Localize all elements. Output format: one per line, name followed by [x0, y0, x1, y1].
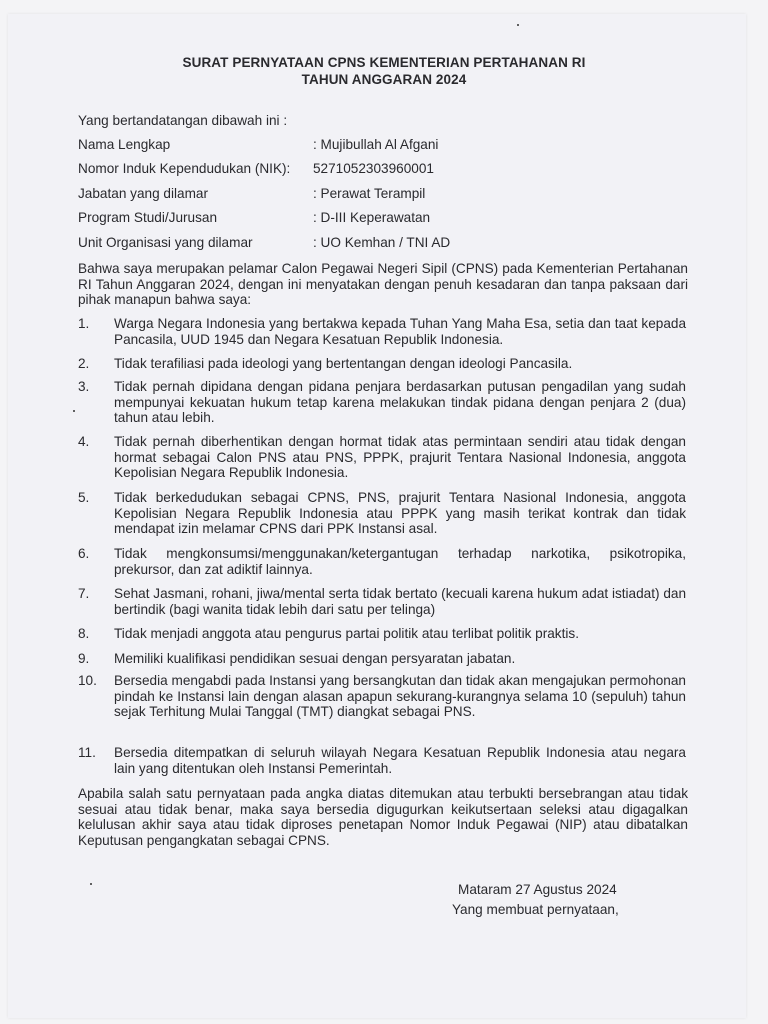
field-value-position: : Perawat Terampil [313, 186, 426, 201]
list-item-number: 1. [78, 316, 90, 331]
list-item-number: 11. [78, 745, 96, 760]
list-item-text: Warga Negara Indonesia yang bertakwa kepada Tuhan Yang Maha Esa, setia dan taat kepada Pancasila, UUD 1945 dan Negara Kesatuan Republik Indonesia. [114, 316, 686, 347]
field-label-position: Jabatan yang dilamar [78, 186, 208, 201]
list-item-text: Tidak pernah diberhentikan dengan hormat tidak atas permintaan sendiri atau tidak dengan hormat sebagai Calon PNS atau PNS, PPPK, prajurit Tentara Nasional Indonesia, anggota Kepolisian Negara Republik Indonesia. [114, 434, 686, 480]
list-item-number: 7. [78, 586, 90, 601]
field-label-name: Nama Lengkap [78, 137, 171, 152]
list-item-text: Bersedia mengabdi pada Instansi yang bersangkutan dan tidak akan mengajukan permohonan pindah ke Instansi lain dengan alasan apapun sekurang-kurangnya selama 10 (sepuluh) tahun sejak Terhitung Mulai Tanggal (TMT) diangkat sebagai PNS. [114, 673, 686, 719]
field-value-unit: : UO Kemhan / TNI AD [313, 235, 451, 250]
list-item-text: Sehat Jasmani, rohani, jiwa/mental serta tidak bertato (kecuali karena hukum adat istiadat) dan bertindik (bagi wanita tidak lebih dari satu per telinga) [114, 586, 686, 617]
paper-speck [517, 24, 519, 26]
field-value-nik: 5271052303960001 [313, 161, 434, 176]
intro-text: Yang bertandatangan dibawah ini : [78, 113, 288, 128]
field-value-program: : D-III Keperawatan [313, 210, 431, 225]
list-item-text: Tidak mengkonsumsi/menggunakan/ketergantugan terhadap narkotika, psikotropika, prekursor, dan zat adiktif lainnya. [114, 546, 686, 577]
place-date: Mataram 27 Agustus 2024 [458, 882, 617, 897]
list-item-number: 4. [78, 434, 90, 449]
statement-paragraph: Bahwa saya merupakan pelamar Calon Pegawai Negeri Sipil (CPNS) pada Kementerian Pertahanan RI Tahun Anggaran 2024, dengan ini menyatakan dengan penuh kesadaran dan tanpa paksaan dari pihak manapun bahwa saya: [78, 261, 688, 307]
field-value-name: : Mujibullah Al Afgani [313, 137, 439, 152]
list-item-number: 9. [78, 651, 90, 666]
field-label-program: Program Studi/Jurusan [78, 210, 218, 225]
paper-speck [90, 883, 92, 885]
list-item-text: Tidak menjadi anggota atau pengurus partai politik atau terlibat politik praktis. [114, 626, 579, 641]
list-item-text: Tidak terafiliasi pada ideologi yang bertentangan dengan ideologi Pancasila. [114, 356, 573, 371]
list-item-number: 8. [78, 626, 90, 641]
list-item-number: 2. [78, 356, 90, 371]
list-item-number: 10. [78, 673, 97, 688]
list-item-text: Bersedia ditempatkan di seluruh wilayah Negara Kesatuan Republik Indonesia atau negara lain yang ditentukan oleh Instansi Pemerintah. [114, 745, 686, 776]
list-item-number: 6. [78, 546, 90, 561]
closing-paragraph: Apabila salah satu pernyataan pada angka diatas ditemukan atau terbukti bersebrangan atau tidak sesuai atau tidak benar, maka saya bersedia digugurkan keikutsertaan seleksi atau digagalkan kelulusan akhir saya atau tidak diproses penetapan Nomor Induk Pegawai (NIP) atau dibatalkan Keputusan pengangkatan sebagai CPNS. [78, 786, 688, 848]
field-label-unit: Unit Organisasi yang dilamar [78, 235, 253, 250]
list-item-number: 5. [78, 490, 90, 505]
field-label-nik: Nomor Induk Kependudukan (NIK): [78, 161, 291, 176]
list-item-number: 3. [78, 379, 90, 394]
list-item-text: Tidak pernah dipidana dengan pidana penjara berdasarkan putusan pengadilan yang sudah mempunyai kekuatan hukum tetap karena melakukan tindak pidana dengan penjara 2 (dua) tahun atau lebih. [114, 379, 686, 425]
list-item-text: Tidak berkedudukan sebagai CPNS, PNS, prajurit Tentara Nasional Indonesia, anggota Kepolisian Negara Republik Indonesia atau PPPK yang masih terikat kontrak dan tidak mendapat izin melamar CPNS dari PPK Instansi asal. [114, 490, 686, 536]
paper-speck [73, 410, 75, 412]
document-subtitle: TAHUN ANGGARAN 2024 [301, 72, 467, 87]
document-title: SURAT PERNYATAAN CPNS KEMENTERIAN PERTAHANAN RI [182, 55, 586, 70]
list-item-text: Memiliki kualifikasi pendidikan sesuai dengan persyaratan jabatan. [114, 651, 516, 666]
signer-caption: Yang membuat pernyataan, [452, 902, 619, 917]
